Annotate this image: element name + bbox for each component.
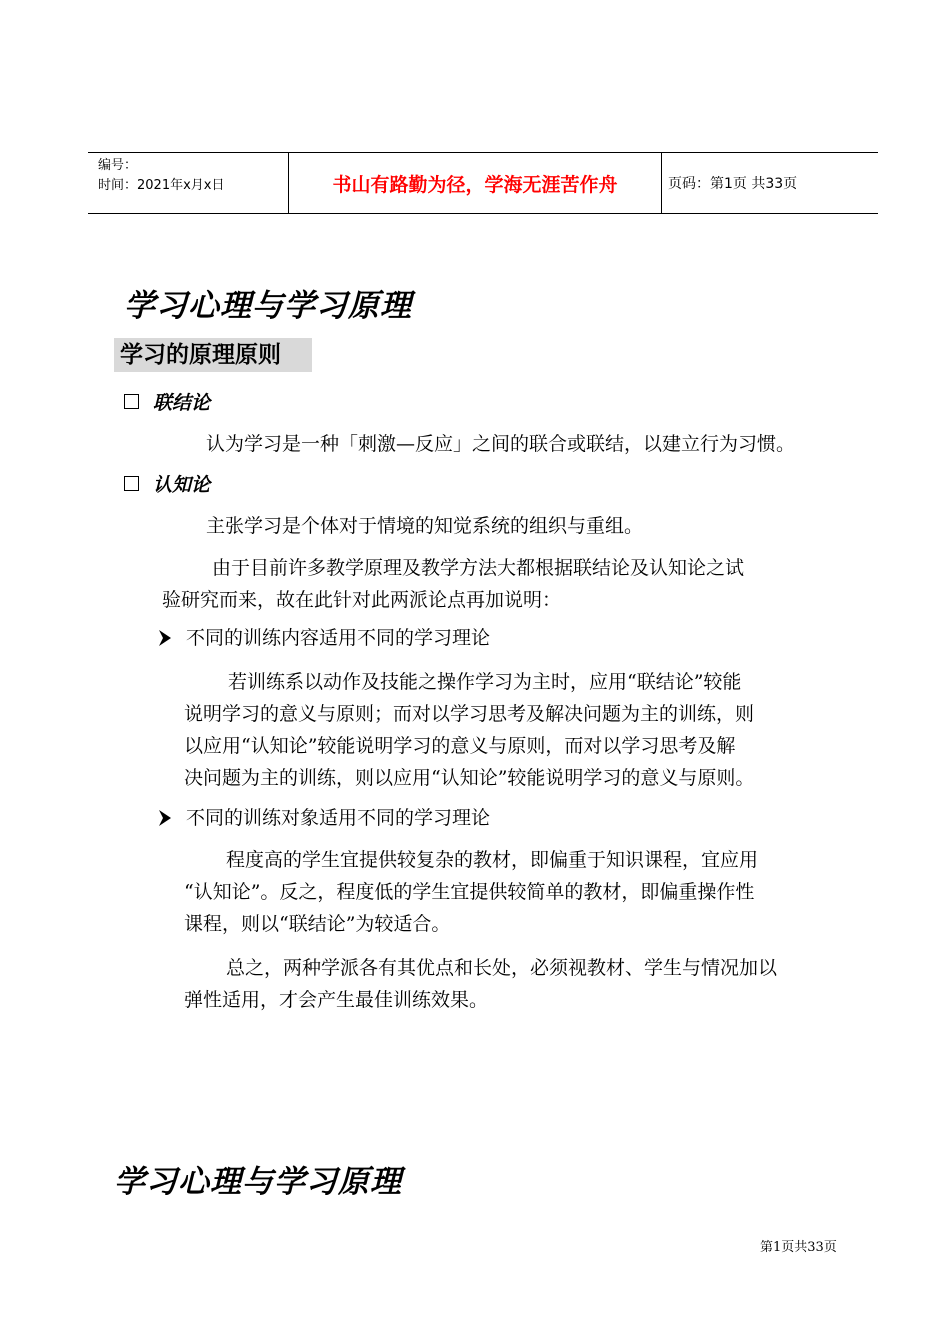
checkbox-icon [124,394,139,409]
paragraph-line: 以应用“认知论”较能说明学习的意义与原则，而对以学习思考及解 [184,735,736,757]
paragraph: 主张学习是个体对于情境的知觉系统的组织与重组。 [206,515,644,537]
subsection-cognitivism [124,470,210,497]
subsection-connectionism [124,388,210,415]
document-title-repeat: 学习心理与学习原理 [114,1164,402,1200]
header-page-label: 页码：第1页 共33页 [668,176,798,192]
paragraph-line: 弹性适用，才会产生最佳训练效果。 [184,989,489,1011]
paragraph-line: “认知论”。反之，程度低的学生宜提供较简单的教材，即偏重操作性 [184,881,755,903]
bullet-item [158,802,490,834]
time-label: 时间：2021年x月x日 [98,178,225,193]
subsection-label: 联结论 [153,392,211,414]
document-title: 学习心理与学习原理 [124,288,412,324]
checkbox-icon [124,476,139,491]
paragraph-line: 由于目前许多教学原理及教学方法大都根据联结论及认知论之试 [212,557,745,579]
document-header [88,152,878,214]
number-label: 编号： [98,158,138,173]
paragraph: 认为学习是一种「刺激—反应」之间的联合或联结，以建立行为习惯。 [206,433,796,455]
paragraph-line: 若训练系以动作及技能之操作学习为主时，应用“联结论”较能 [228,671,742,693]
paragraph-line: 决问题为主的训练，则以应用“认知论”较能说明学习的意义与原则。 [184,767,755,789]
arrow-bullet-icon [158,809,172,827]
section-title: 学习的原理原则 [114,338,312,372]
paragraph-line: 总之，两种学派各有其优点和长处，必须视教材、学生与情况加以 [226,957,778,979]
paragraph-line: 课程，则以“联结论”为较适合。 [184,913,451,935]
header-motto: 书山有路勤为径，学海无涯苦作舟 [289,153,662,213]
header-meta-cell [88,153,289,213]
page-footer: 第1页共33页 [760,1240,837,1255]
arrow-bullet-icon [158,629,172,647]
bullet-label: 不同的训练内容适用不同的学习理论 [186,627,491,649]
paragraph-line: 说明学习的意义与原则；而对以学习思考及解决问题为主的训练，则 [184,703,755,725]
paragraph-line: 验研究而来，故在此针对此两派论点再加说明： [162,589,562,611]
bullet-item [158,622,490,654]
bullet-label: 不同的训练对象适用不同的学习理论 [186,807,491,829]
paragraph-line: 程度高的学生宜提供较复杂的教材，即偏重于知识课程，宜应用 [226,849,759,871]
subsection-label: 认知论 [153,474,211,496]
